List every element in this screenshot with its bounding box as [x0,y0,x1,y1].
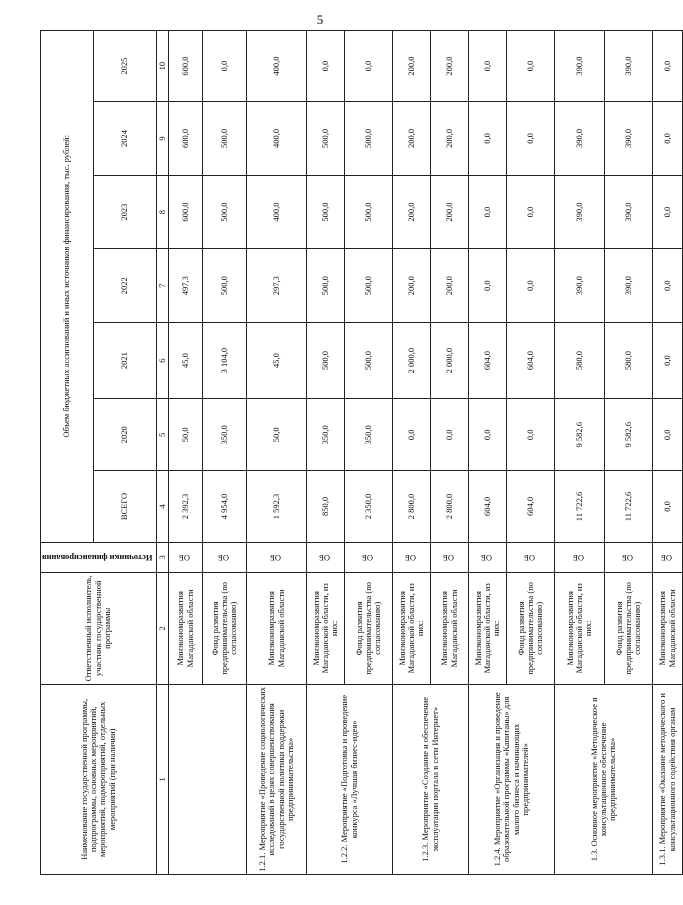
row-value: 497,3 [169,249,203,323]
row-source: ОБ [442,552,455,563]
header-year: 2021 [94,322,157,398]
row-source-cell [653,542,683,572]
table-body [169,31,683,875]
row-executor: Минэкономразвития Магаданской области, из них: [307,572,345,684]
column-index: 6 [156,322,168,398]
header-year: 2020 [94,399,157,471]
row-value: 390,0 [555,249,605,323]
row-name: 1.2.4. Мероприятие «Организация и проведение образовательной программы «Капитаны» для малого бизнеса и начинающих предпринимателей» [469,684,555,874]
row-executor: Минэкономразвития Магаданской области, из них: [469,572,507,684]
row-value: 580,0 [555,322,605,398]
row-value: 390,0 [605,175,653,249]
header-year: 2025 [94,31,157,102]
header-executor: Ответственный исполнитель, участник государственной программы [41,572,157,684]
header-source-cell [41,542,157,572]
row-value: 9 582,6 [555,399,605,471]
header-year: ВСЕГО [94,471,157,542]
header-year: 2024 [94,102,157,176]
row-value: 0,0 [203,31,247,102]
row-value: 500,0 [345,322,393,398]
row-value: 350,0 [203,399,247,471]
row-value: 390,0 [555,175,605,249]
row-value: 350,0 [345,399,393,471]
row-value: 390,0 [555,31,605,102]
row-value: 200,0 [393,175,431,249]
row-value: 0,0 [469,175,507,249]
row-value: 0,0 [469,249,507,323]
column-index: 7 [156,249,168,323]
row-value: 400,0 [247,102,307,176]
row-value: 0,0 [345,31,393,102]
table-row [169,31,203,875]
row-value: 390,0 [605,31,653,102]
row-value: 50,0 [247,399,307,471]
row-value: 500,0 [307,249,345,323]
row-value: 11 722,6 [555,471,605,542]
table-row [307,31,345,875]
column-index: 5 [156,399,168,471]
row-value: 390,0 [555,102,605,176]
row-value: 500,0 [307,322,345,398]
index-row [156,31,168,875]
row-value: 0,0 [653,102,683,176]
row-source: ОБ [480,552,493,563]
row-value: 580,0 [605,322,653,398]
row-source-cell [169,542,203,572]
row-value: 0,0 [469,399,507,471]
row-value: 500,0 [203,102,247,176]
row-source: ОБ [178,552,191,563]
row-value: 500,0 [203,175,247,249]
row-name: 1.3. Основное мероприятие «Методическое и консультационное обеспечение предпринимательства» [555,684,653,874]
row-executor: Минэкономразвития Магаданской области, из них: [393,572,431,684]
row-source: ОБ [217,552,230,563]
row-executor: Фонд развития предпринимательства (по согласованию) [345,572,393,684]
row-executor: Фонд развития предпринимательства (по согласованию) [605,572,653,684]
row-value: 2 392,3 [169,471,203,542]
row-value: 2 800,0 [393,471,431,542]
header-funding: Объем бюджетных ассигнований и иных источников финансирования, тыс. рублей: [41,31,94,543]
table-row [393,31,431,875]
row-value: 200,0 [431,31,469,102]
row-value: 0,0 [469,102,507,176]
row-executor: Минэкономразвития Магаданской области [431,572,469,684]
row-value: 500,0 [345,175,393,249]
row-source: ОБ [621,552,634,563]
row-value: 500,0 [307,102,345,176]
row-source: ОБ [572,552,585,563]
row-source: ОБ [523,552,536,563]
column-index: 1 [156,684,168,874]
page-number: 5 [316,12,324,27]
row-source-cell [431,542,469,572]
rotated-content [40,30,677,875]
row-value: 390,0 [605,102,653,176]
column-index: 9 [156,102,168,176]
column-index: 4 [156,471,168,542]
row-value: 604,0 [507,322,555,398]
row-value: 200,0 [431,175,469,249]
row-value: 400,0 [247,175,307,249]
row-value: 200,0 [393,249,431,323]
row-executor: Фонд развития предпринимательства (по согласованию) [507,572,555,684]
table-row [469,31,507,875]
row-value: 600,0 [169,175,203,249]
row-value: 0,0 [507,175,555,249]
header-year: 2023 [94,175,157,249]
row-value: 0,0 [653,322,683,398]
row-value: 500,0 [307,175,345,249]
row-value: 604,0 [469,322,507,398]
row-value: 3 104,0 [203,322,247,398]
header-name: Наименование государственной программы, подпрограммы, основных мероприятий, мероприятий, подмероприятий, отдельных мероприятий (при наличии) [41,684,157,874]
row-executor: Минэкономразвития Магаданской области [169,572,203,684]
row-source: ОБ [361,552,374,563]
row-value: 350,0 [307,399,345,471]
row-value: 2 000,0 [431,322,469,398]
row-source-cell [507,542,555,572]
row-value: 604,0 [469,471,507,542]
table-row [247,31,307,875]
row-value: 200,0 [393,31,431,102]
row-value: 0,0 [469,31,507,102]
row-name: 1.2.2. Мероприятие «Подготовка и проведение конкурса «Лучшая бизнес-идея» [307,684,393,874]
row-value: 390,0 [605,249,653,323]
row-value: 604,0 [507,471,555,542]
row-value: 850,0 [307,471,345,542]
row-value: 45,0 [247,322,307,398]
row-value: 11 722,6 [605,471,653,542]
budget-table [40,30,683,875]
row-source-cell [393,542,431,572]
row-value: 500,0 [345,249,393,323]
header-source: Источники финансирования [42,552,153,563]
table-row [653,31,683,875]
row-source-cell [307,542,345,572]
row-value: 400,0 [247,31,307,102]
row-value: 0,0 [653,471,683,542]
row-value: 0,0 [653,249,683,323]
row-name: 1.3.1. Мероприятие «Оказание методического и консультационного содействия органам [653,684,683,874]
row-source-cell [345,542,393,572]
table-row [555,31,605,875]
header-year: 2022 [94,249,157,323]
row-value: 0,0 [307,31,345,102]
row-value: 200,0 [393,102,431,176]
row-executor: Минэкономразвития Магаданской области [653,572,683,684]
rotated-page-area [40,30,677,875]
row-value: 500,0 [203,249,247,323]
row-value: 0,0 [507,102,555,176]
row-value: 0,0 [507,399,555,471]
row-source: ОБ [269,552,282,563]
row-value: 200,0 [431,249,469,323]
row-source: ОБ [660,552,673,563]
row-value: 2 350,0 [345,471,393,542]
row-value: 50,0 [169,399,203,471]
row-source-cell [203,542,247,572]
row-value: 1 592,3 [247,471,307,542]
row-value: 200,0 [431,102,469,176]
row-source-cell [469,542,507,572]
row-value: 600,0 [169,31,203,102]
row-value: 9 582,6 [605,399,653,471]
row-value: 0,0 [393,399,431,471]
row-name: 1.2.3. Мероприятие «Создание и обеспечение эксплуатации портала в сети Интернет» [393,684,469,874]
column-index: 8 [156,175,168,249]
row-value: 0,0 [653,399,683,471]
row-source: ОБ [404,552,417,563]
column-index: 10 [156,31,168,102]
column-index: 3 [156,542,168,572]
row-value: 4 954,0 [203,471,247,542]
row-value: 500,0 [345,102,393,176]
column-index: 2 [156,572,168,684]
row-value: 600,0 [169,102,203,176]
row-source: ОБ [318,552,331,563]
row-source-cell [605,542,653,572]
row-value: 2 000,0 [393,322,431,398]
row-value: 0,0 [507,31,555,102]
row-value: 45,0 [169,322,203,398]
row-value: 0,0 [431,399,469,471]
row-value: 0,0 [507,249,555,323]
row-value: 0,0 [653,31,683,102]
row-source-cell [555,542,605,572]
row-value: 2 800,0 [431,471,469,542]
row-name [169,684,247,874]
row-value: 0,0 [653,175,683,249]
row-executor: Фонд развития предпринимательства (по согласованию) [203,572,247,684]
row-executor: Минэкономразвития Магаданской области, из них: [555,572,605,684]
row-executor: Минэкономразвития Магаданской области [247,572,307,684]
row-name: 1.2.1. Мероприятие «Проведение социологических исследований в целях совершенствования государственной политики поддержки предпринимательства» [247,684,307,874]
row-value: 297,3 [247,249,307,323]
row-source-cell [247,542,307,572]
